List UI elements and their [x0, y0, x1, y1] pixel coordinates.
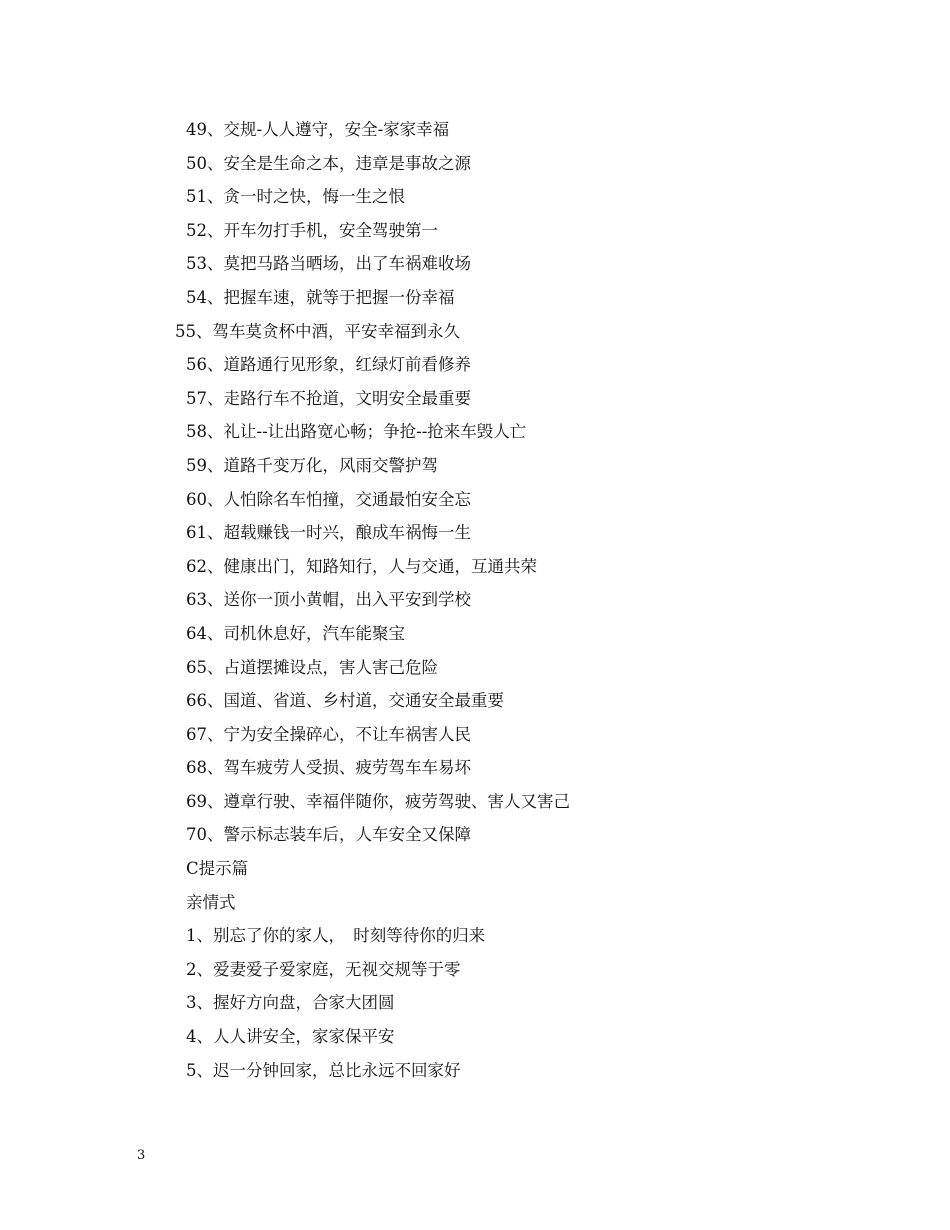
- list-item: 57、走路行车不抢道，文明安全最重要: [186, 388, 471, 408]
- list-item: 55、驾车莫贪杯中酒，平安幸福到永久: [175, 321, 460, 341]
- list-item: 69、遵章行驶、幸福伴随你，疲劳驾驶、害人又害己: [186, 791, 570, 811]
- list-item: 66、国道、省道、乡村道，交通安全最重要: [186, 691, 504, 711]
- list-item: 62、健康出门，知路知行，人与交通，互通共荣: [186, 556, 537, 576]
- list-item: 52、开车勿打手机，安全驾驶第一: [186, 220, 438, 240]
- list-item: 59、道路千变万化，风雨交警护驾: [186, 455, 438, 475]
- list-item: 70、警示标志装车后，人车安全又保障: [186, 825, 471, 845]
- list-item: 56、道路通行见形象，红绿灯前看修养: [186, 355, 471, 375]
- list-item: 53、莫把马路当晒场，出了车祸难收场: [186, 254, 471, 274]
- list-item: 60、人怕除名车怕撞，交通最怕安全忘: [186, 489, 471, 509]
- section-heading: C提示篇: [186, 859, 249, 879]
- list-item: 61、超载赚钱一时兴，酿成车祸悔一生: [186, 523, 471, 543]
- list-item: 68、驾车疲劳人受损、疲劳驾车车易坏: [186, 758, 471, 778]
- subsection-heading: 亲情式: [186, 892, 236, 912]
- list-item: 67、宁为安全操碎心，不让车祸害人民: [186, 724, 471, 744]
- list-item: 65、占道摆摊设点，害人害己危险: [186, 657, 438, 677]
- slogan-list: [0, 113, 950, 1087]
- list-item: 63、送你一顶小黄帽，出入平安到学校: [186, 590, 471, 610]
- list-item: 54、把握车速，就等于把握一份幸福: [186, 287, 455, 307]
- list-item: 58、礼让--让出路宽心畅；争抢--抢来车毁人亡: [186, 422, 527, 442]
- list-item: 51、贪一时之快，悔一生之恨: [186, 187, 405, 207]
- list-item: 1、别忘了你的家人， 时刻等待你的归来: [186, 926, 486, 946]
- list-item: 64、司机休息好，汽车能聚宝: [186, 623, 405, 643]
- list-item: 3、握好方向盘，合家大团圆: [186, 993, 395, 1013]
- list-item: 4、人人讲安全，家家保平安: [186, 1027, 395, 1047]
- list-item: 50、安全是生命之本，违章是事故之源: [186, 153, 471, 173]
- list-item: 5、迟一分钟回家，总比永远不回家好: [186, 1060, 461, 1080]
- list-item: 2、爱妻爱子爱家庭，无视交规等于零: [186, 959, 461, 979]
- page-number: 3: [137, 1148, 146, 1163]
- list-item: 49、交规-人人遵守，安全-家家幸福: [186, 120, 450, 139]
